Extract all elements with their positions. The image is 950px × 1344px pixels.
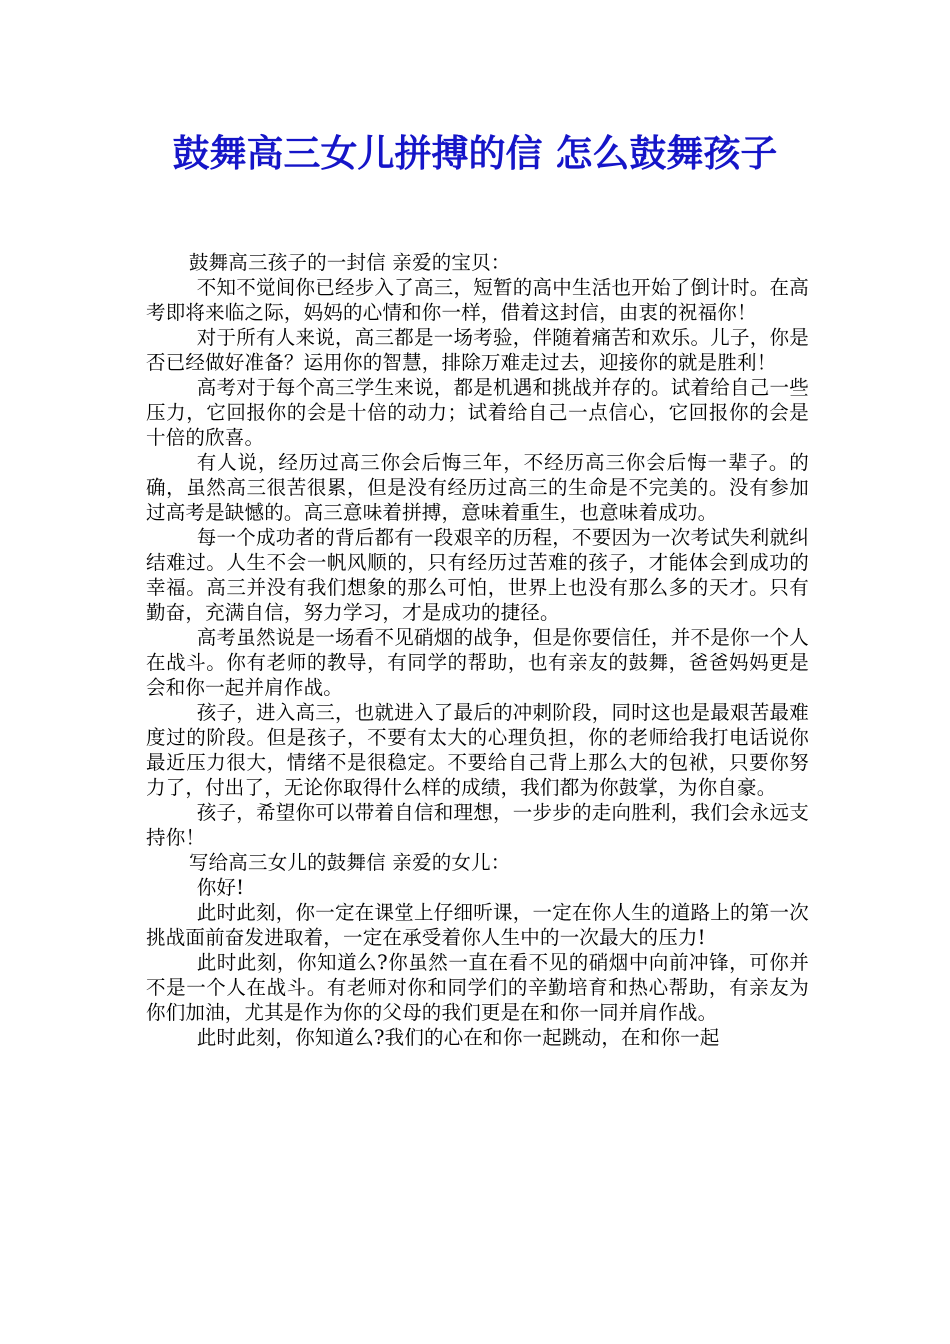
section-heading: 鼓舞高三孩子的一封信 亲爱的宝贝： [188,251,511,274]
document-title: 鼓舞高三女儿拼搏的信 怎么鼓舞孩子 [172,131,778,175]
paragraph: 此时此刻，你知道么?我们的心在和你一起跳动，在和你一起 [196,1026,720,1049]
paragraph: 高考虽然说是一场看不见硝烟的战争，但是你要信任，并不是你一个人在战斗。你有老师的教导，有同学的帮助，也有亲友的鼓舞，爸爸妈妈更是会和你一起并肩作战。 [146,626,809,699]
paragraph: 对于所有人来说，高三都是一场考验，伴随着痛苦和欢乐。儿子，你是否已经做好准备？运用你的智慧，排除万难走过去，迎接你的就是胜利！ [146,326,809,374]
paragraph: 孩子，进入高三，也就进入了最后的冲刺阶段，同时这也是最艰苦最难度过的阶段。但是孩子，不要有太大的心理负担，你的老师给我打电话说你最近压力很大，情绪不是很稳定。不要给自己背上那么大的包袱，只要你努力了，付出了，无论你取得什么样的成绩，我们都为你鼓掌，为你自豪。 [146,701,809,799]
paragraph: 高考对于每个高三学生来说，都是机遇和挑战并存的。试着给自己一些压力，它回报你的会是十倍的动力；试着给自己一点信心，它回报你的会是十倍的欣喜。 [146,376,809,449]
paragraph: 不知不觉间你已经步入了高三，短暂的高中生活也开始了倒计时。在高考即将来临之际，妈妈的心情和你一样，借着这封信，由衷的祝福你！ [146,276,809,324]
paragraph: 孩子，希望你可以带着自信和理想，一步步的走向胜利，我们会永远支持你！ [146,801,809,849]
paragraph: 每一个成功者的背后都有一段艰辛的历程，不要因为一次考试失利就纠结难过。人生不会一帆风顺的，只有经历过苦难的孩子，才能体会到成功的幸福。高三并没有我们想象的那么可怕，世界上也没有那么多的天才。只有勤奋，充满自信，努力学习，才是成功的捷径。 [146,526,809,624]
document-body [146,250,809,1050]
paragraph: 此时此刻，你一定在课堂上仔细听课，一定在你人生的道路上的第一次挑战面前奋发进取着，一定在承受着你人生中的一次最大的压力! [146,901,809,949]
greeting: 你好! [196,876,245,899]
paragraph: 有人说，经历过高三你会后悔三年，不经历高三你会后悔一辈子。的确，虽然高三很苦很累，但是没有经历过高三的生命是不完美的。没有参加过高考是缺憾的。高三意味着拼搏，意味着重生，也意味着成功。 [146,451,809,524]
section-heading: 写给高三女儿的鼓舞信 亲爱的女儿： [188,851,511,874]
paragraph: 此时此刻，你知道么?你虽然一直在看不见的硝烟中向前冲锋，可你并不是一个人在战斗。有老师对你和同学们的辛勤培育和热心帮助，有亲友为你们加油，尤其是作为你的父母的我们更是在和你一同并肩作战。 [146,951,809,1024]
